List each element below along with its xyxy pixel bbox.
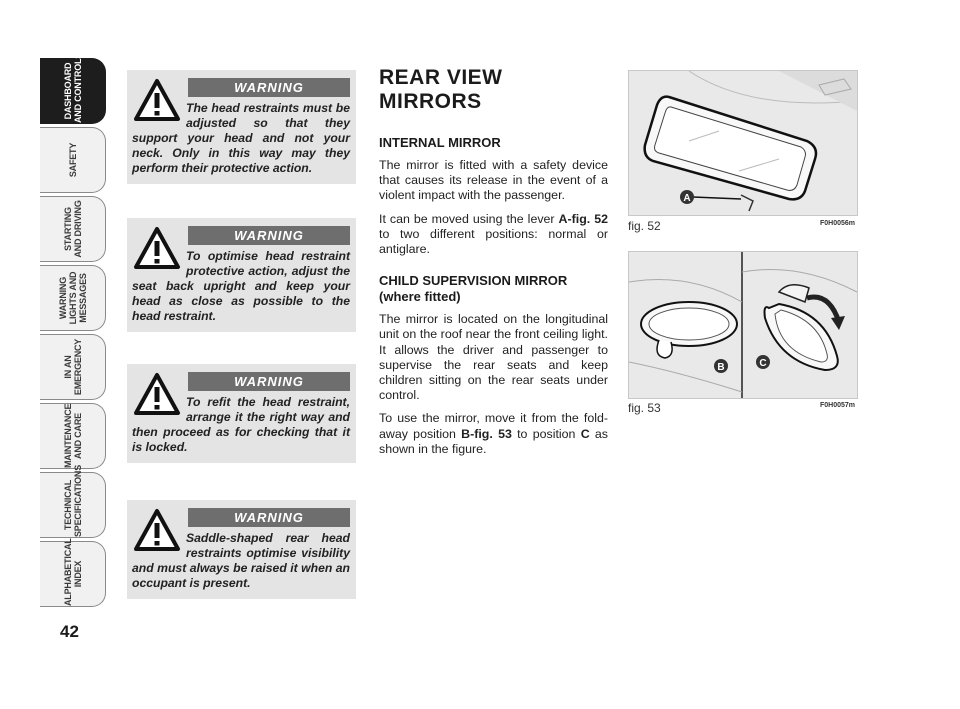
tab-label: MAINTENANCE AND CARE [62,403,83,468]
tab-safety[interactable] [40,127,106,193]
callout-a: A [683,193,691,204]
figure-reference: B-fig. 53 [461,426,512,441]
callout-b: B [717,362,725,373]
tab-dashboard-and-controls[interactable] [40,52,106,124]
warning-box [127,218,356,332]
figure-reference: C [580,426,590,441]
figure-caption: fig. 53 [628,401,661,415]
tab-label: SAFETY [67,142,78,178]
page-number: 42 [60,622,79,641]
warning-box [127,364,356,463]
paragraph: The mirror is fitted with a safety device that causes its release in the event of a violent impact with the passenger. [379,158,608,203]
tab-label: DASHBOARD AND CONTROLS [62,52,83,123]
paragraph: It can be moved using the lever A-fig. 52 to two different positions: normal or antiglare. [379,211,608,257]
tab-technical-specifications[interactable] [40,464,106,538]
section-heading-child-supervision-mirror: CHILD SUPERVISION MIRROR (where fitted) [379,273,568,305]
tab-warning-lights-and-messages[interactable] [40,265,106,331]
warning-heading: WARNING [188,226,350,245]
internal-mirror-illustration [629,71,857,215]
warning-box [127,70,356,184]
chapter-tabs [40,52,106,610]
tab-label: WARNING LIGHTS AND MESSAGES [57,271,88,325]
figure-code: F0H0056m [820,220,856,227]
tab-label: TECHNICAL SPECIFICATIONS [62,464,83,537]
tab-maintenance-and-care[interactable] [40,403,106,469]
figure-53-child-supervision-mirror [628,251,858,399]
tab-label: IN AN EMERGENCY [62,338,83,396]
paragraph: To use the mirror, move it from the fold-away position B-fig. 53 to position C as shown in the figure. [379,411,608,456]
tab-alphabetical-index[interactable] [40,538,106,607]
page-title: REAR VIEW MIRRORS [379,66,503,113]
warning-heading: WARNING [188,508,350,527]
figure-reference: A-fig. 52 [558,211,608,226]
child-mirror-illustration [629,252,857,398]
tab-in-an-emergency[interactable] [40,334,106,400]
tab-label: ALPHABETICAL INDEX [62,538,83,606]
warning-heading: WARNING [188,372,350,391]
warning-triangle-icon [133,508,181,552]
tab-label: STARTING AND DRIVING [62,200,83,258]
figure-52-internal-mirror [628,70,858,216]
warning-triangle-icon [133,372,181,416]
warning-text: To optimise head restraint protective action, adjust the seat back upright and keep your head as close as possible to the head restraint. [132,249,350,323]
callout-c: C [759,358,767,369]
tab-starting-and-driving[interactable] [40,196,106,262]
warning-text: Saddle-shaped rear head restraints optimise visibility and must always be raised it when an occupant is present. [132,531,350,590]
main-column [379,66,608,465]
paragraph: The mirror is located on the longitudinal unit on the roof near the front ceiling light. It allows the driver and passenger to supervise the rear seats and keep children sitting on the rear seats under control. [379,312,608,403]
section-heading-internal-mirror: INTERNAL MIRROR [379,135,501,150]
figure-caption: fig. 52 [628,219,661,233]
warning-heading: WARNING [188,78,350,97]
warning-triangle-icon [133,78,181,122]
warning-text: The head restraints must be adjusted so that they support your head and not your neck. Only in this way may they perform their protective action. [132,101,350,175]
warning-text: To refit the head restraint, arrange it the right way and then proceed as for checking that it is locked. [132,395,350,454]
warning-triangle-icon [133,226,181,270]
figure-code: F0H0057m [820,402,856,409]
warning-box [127,500,356,599]
